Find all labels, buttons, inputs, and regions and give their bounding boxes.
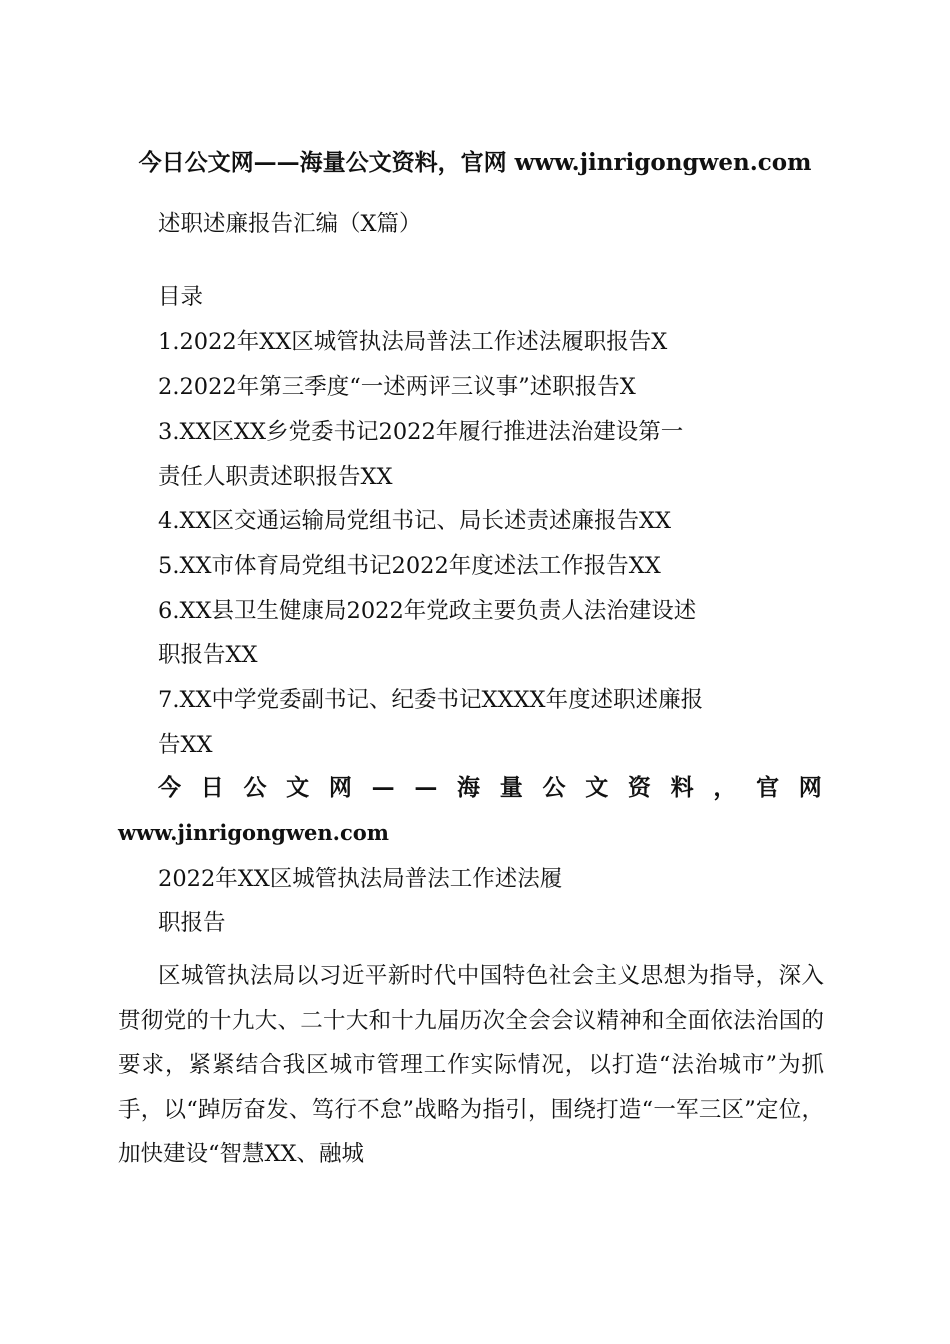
banner-char: 官 bbox=[756, 774, 780, 801]
toc-item-4: 4.XX区交通运输局党组书记、局长述责述廉报告XX bbox=[158, 508, 672, 534]
banner-char: 网 bbox=[328, 774, 352, 801]
report-title-line2: 职报告 bbox=[158, 910, 226, 936]
banner-char: 文 bbox=[286, 774, 310, 801]
toc-item-3-line1: 3.XX区XX乡党委书记2022年履行推进法治建设第一 bbox=[158, 419, 684, 445]
banner-char: 公 bbox=[243, 774, 267, 801]
toc-item-1: 1.2022年XX区城管执法局普法工作述法履职报告X bbox=[158, 329, 668, 355]
banner-char: — bbox=[414, 774, 438, 801]
site-banner-spaced bbox=[158, 771, 822, 805]
toc-item-2: 2.2022年第三季度“一述两评三议事”述职报告X bbox=[158, 374, 636, 400]
banner-char: 文 bbox=[585, 774, 609, 801]
collection-title: 述职述廉报告汇编（X篇） bbox=[158, 211, 422, 237]
banner-char: 今 bbox=[158, 774, 181, 801]
toc-item-7-line2: 告XX bbox=[158, 732, 213, 758]
banner-char: 网 bbox=[798, 774, 822, 801]
banner-char: 日 bbox=[200, 774, 224, 801]
site-banner: 今日公文网——海量公文资料，官网 www.jinrigongwen.com bbox=[138, 149, 812, 176]
site-url: www.jinrigongwen.com bbox=[118, 820, 389, 845]
body-paragraph: 区城管执法局以习近平新时代中国特色社会主义思想为指导，深入贯彻党的十九大、二十大和十九届历次全会会议精神和全面依法治国的要求，紧紧结合我区城市管理工作实际情况，以打造“法治城市”为抓手，以“踔厉奋发、笃行不怠”战略为指引，围绕打造“一军三区”定位，加快建设“智慧XX、融城 bbox=[118, 963, 824, 1167]
toc-item-6-line1: 6.XX县卫生健康局2022年党政主要负责人法治建设述 bbox=[158, 598, 697, 624]
toc-item-5: 5.XX市体育局党组书记2022年度述法工作报告XX bbox=[158, 553, 661, 579]
banner-char: 公 bbox=[542, 774, 566, 801]
banner-char: ， bbox=[713, 774, 737, 801]
banner-char: 资 bbox=[627, 774, 651, 801]
toc-heading: 目录 bbox=[158, 284, 204, 310]
toc-item-3-line2: 责任人职责述职报告XX bbox=[158, 464, 393, 490]
banner-char: — bbox=[371, 774, 395, 801]
banner-char: 量 bbox=[499, 774, 523, 801]
report-title-line1: 2022年XX区城管执法局普法工作述法履 bbox=[158, 866, 563, 892]
banner-char: 海 bbox=[457, 774, 481, 801]
banner-char: 料 bbox=[670, 774, 694, 801]
toc-item-6-line2: 职报告XX bbox=[158, 642, 258, 668]
toc-item-7-line1: 7.XX中学党委副书记、纪委书记XXXX年度述职述廉报 bbox=[158, 687, 704, 713]
